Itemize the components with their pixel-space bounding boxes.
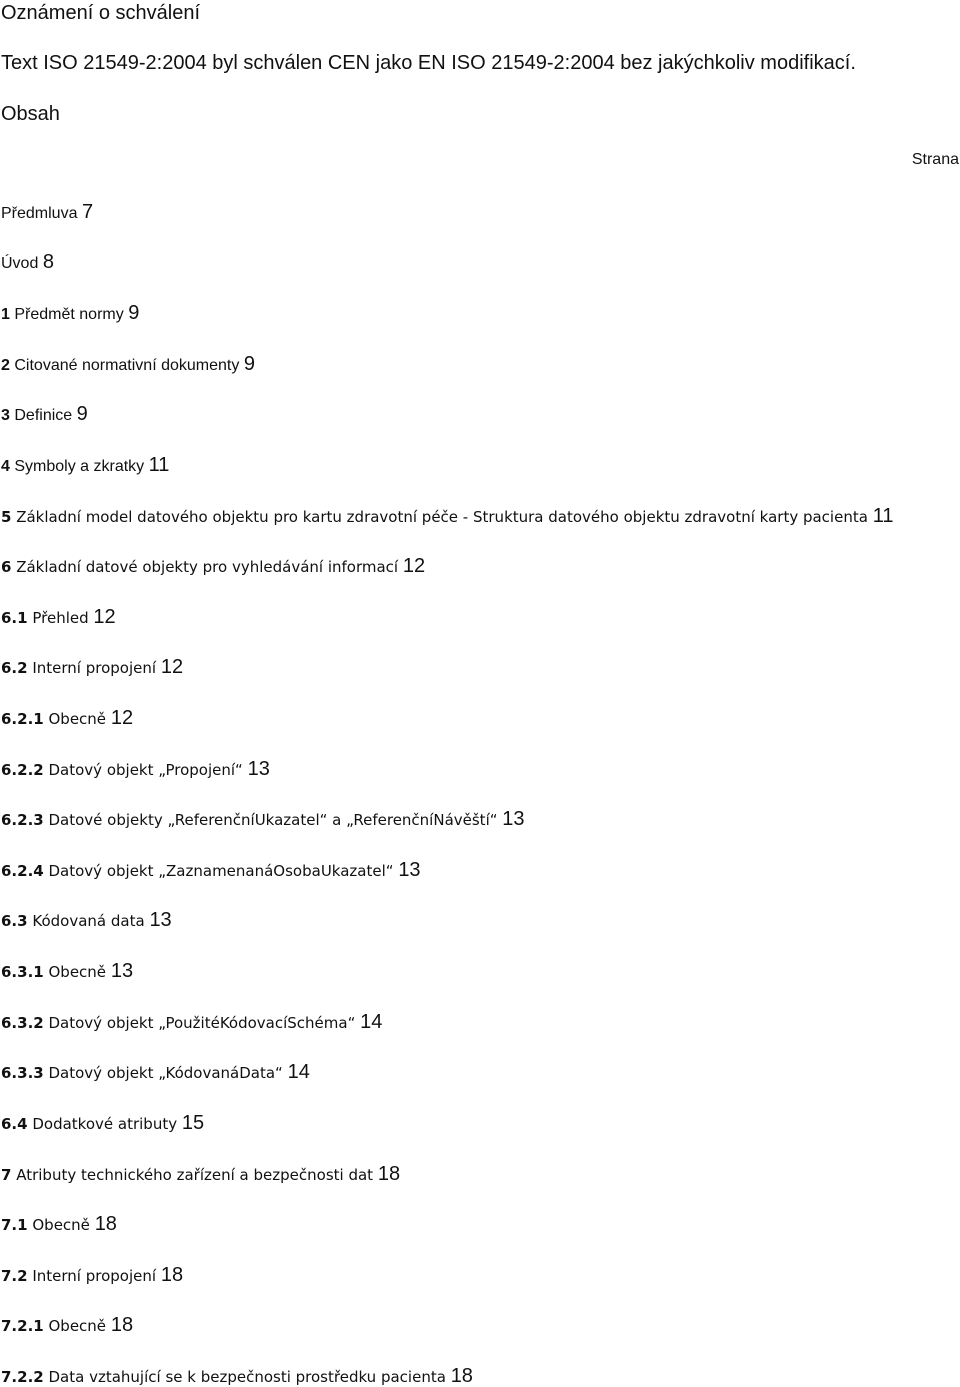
toc-entry-title: Atributy technického zařízení a bezpečnosti dat bbox=[16, 1166, 374, 1184]
toc-entry-page: 9 bbox=[76, 403, 88, 425]
toc-entry-6-3-1[interactable] bbox=[1, 961, 133, 981]
toc-entry-number: 7 bbox=[1, 1166, 12, 1184]
toc-entry-page: 13 bbox=[398, 859, 421, 881]
toc-entry-page: 7 bbox=[81, 201, 94, 223]
toc-entry-6-3-3[interactable] bbox=[1, 1062, 310, 1082]
toc-entry-page: 18 bbox=[94, 1213, 117, 1235]
toc-entry-number: 6.2 bbox=[1, 659, 28, 677]
toc-entry-title: Obecně bbox=[48, 963, 107, 981]
toc-entry-6-2-2[interactable] bbox=[1, 759, 270, 779]
toc-entry-page: 18 bbox=[450, 1365, 473, 1387]
approval-heading: Oznámení o schválení bbox=[1, 2, 200, 24]
toc-entry-number: 6.2.2 bbox=[1, 761, 44, 779]
toc-entry-uvod[interactable] bbox=[1, 252, 54, 272]
toc-entry-title: Datový objekt „Propojení“ bbox=[48, 761, 243, 779]
toc-entry-page: 12 bbox=[160, 656, 184, 678]
toc-entry-title: Data vztahující se k bezpečnosti prostředku pacienta bbox=[48, 1368, 446, 1386]
toc-entry-title: Základní model datového objektu pro kartu zdravotní péče - Struktura datového objektu zdravotní karty pacienta bbox=[16, 508, 868, 526]
toc-entry-6-3-2[interactable] bbox=[1, 1012, 382, 1032]
toc-entry-6-2-4[interactable] bbox=[1, 860, 421, 880]
toc-entry-7-2[interactable] bbox=[1, 1265, 183, 1285]
toc-entry-page: 13 bbox=[502, 808, 525, 830]
toc-entry-3[interactable] bbox=[1, 404, 88, 424]
toc-entry-title: Dodatkové atributy bbox=[32, 1115, 178, 1133]
toc-entry-page: 11 bbox=[148, 454, 170, 476]
toc-entry-number: 2 bbox=[1, 357, 10, 374]
toc-entry-page: 13 bbox=[149, 909, 172, 931]
toc-entry-page: 14 bbox=[360, 1011, 383, 1033]
toc-entry-page: 9 bbox=[128, 302, 140, 324]
toc-entry-number: 6.3.3 bbox=[1, 1064, 44, 1082]
toc-entry-number: 6.2.4 bbox=[1, 862, 44, 880]
toc-entry-number: 4 bbox=[1, 458, 10, 475]
toc-entry-number: 6.3.2 bbox=[1, 1014, 44, 1032]
toc-entry-1[interactable] bbox=[1, 303, 139, 323]
toc-entry-page: 11 bbox=[872, 505, 894, 527]
toc-entry-title: Datový objekt „PoužitéKódovacíSchéma“ bbox=[48, 1014, 356, 1032]
toc-entry-7[interactable] bbox=[1, 1164, 400, 1184]
toc-entry-title: Citované normativní dokumenty bbox=[14, 357, 240, 374]
toc-entry-title: Datový objekt „KódovanáData“ bbox=[48, 1064, 283, 1082]
toc-entry-page: 15 bbox=[181, 1112, 205, 1134]
toc-entry-title: Úvod bbox=[1, 255, 39, 272]
toc-entry-page: 12 bbox=[93, 606, 116, 628]
toc-entry-predmluva[interactable] bbox=[1, 202, 93, 222]
toc-entry-number: 1 bbox=[1, 306, 10, 323]
toc-entry-title: Předmět normy bbox=[14, 306, 124, 323]
toc-entry-7-2-1[interactable] bbox=[1, 1315, 133, 1335]
toc-entry-title: Základní datové objekty pro vyhledávání informací bbox=[16, 558, 399, 576]
toc-entry-title: Předmluva bbox=[1, 205, 78, 222]
toc-entry-title: Obecně bbox=[48, 1317, 107, 1335]
toc-entry-6-2-3[interactable] bbox=[1, 809, 525, 829]
toc-entry-page: 18 bbox=[160, 1264, 184, 1286]
toc-entry-title: Datový objekt „ZaznamenanáOsobaUkazatel“ bbox=[48, 862, 394, 880]
toc-entry-number: 6.2.1 bbox=[1, 710, 44, 728]
toc-entry-number: 6.1 bbox=[1, 609, 28, 627]
toc-entry-number: 6 bbox=[1, 558, 12, 576]
toc-entry-number: 6.3 bbox=[1, 912, 28, 930]
toc-entry-page: 18 bbox=[110, 1314, 134, 1336]
toc-entry-6[interactable] bbox=[1, 556, 425, 576]
toc-entry-number: 6.2.3 bbox=[1, 811, 44, 829]
toc-entry-page: 18 bbox=[377, 1163, 401, 1185]
toc-entry-title: Obecně bbox=[32, 1216, 90, 1234]
toc-entry-title: Kódovaná data bbox=[32, 912, 145, 930]
toc-entry-number: 7.1 bbox=[1, 1216, 28, 1234]
toc-entry-page: 12 bbox=[402, 555, 426, 577]
toc-entry-6-2[interactable] bbox=[1, 657, 183, 677]
toc-entry-5[interactable] bbox=[1, 506, 893, 526]
toc-entry-title: Definice bbox=[14, 407, 73, 424]
toc-entry-title: Datové objekty „ReferenčníUkazatel“ a „ReferenčníNávěští“ bbox=[48, 811, 498, 829]
toc-entry-2[interactable] bbox=[1, 354, 255, 374]
toc-entry-title: Přehled bbox=[32, 609, 89, 627]
toc-entry-title: Obecně bbox=[48, 710, 107, 728]
approval-text: Text ISO 21549-2:2004 byl schválen CEN jako EN ISO 21549-2:2004 bez jakýchkoliv modifikací. bbox=[1, 52, 856, 74]
toc-entry-number: 5 bbox=[1, 508, 12, 526]
toc-entry-title: Interní propojení bbox=[32, 659, 157, 677]
toc-entry-4[interactable] bbox=[1, 455, 169, 475]
toc-entry-6-4[interactable] bbox=[1, 1113, 204, 1133]
toc-entry-number: 6.3.1 bbox=[1, 963, 44, 981]
page-column-label: Strana bbox=[911, 151, 959, 168]
toc-entry-7-1[interactable] bbox=[1, 1214, 117, 1234]
toc-entry-6-3[interactable] bbox=[1, 910, 172, 930]
toc-entry-number: 7.2 bbox=[1, 1267, 28, 1285]
contents-title: Obsah bbox=[1, 103, 60, 125]
toc-entry-number: 7.2.1 bbox=[1, 1317, 44, 1335]
toc-entry-number: 6.4 bbox=[1, 1115, 28, 1133]
toc-entry-page: 13 bbox=[110, 960, 134, 982]
toc-entry-6-1[interactable] bbox=[1, 607, 116, 627]
toc-entry-6-2-1[interactable] bbox=[1, 708, 133, 728]
toc-entry-title: Symboly a zkratky bbox=[14, 458, 145, 475]
toc-entry-number: 7.2.2 bbox=[1, 1368, 44, 1386]
toc-entry-page: 12 bbox=[110, 707, 134, 729]
toc-entry-page: 8 bbox=[42, 251, 54, 273]
toc-entry-page: 9 bbox=[243, 353, 255, 375]
toc-entry-page: 13 bbox=[247, 758, 270, 780]
toc-entry-7-2-2[interactable] bbox=[1, 1366, 473, 1386]
toc-entry-number: 3 bbox=[1, 407, 10, 424]
toc-entry-title: Interní propojení bbox=[32, 1267, 157, 1285]
toc-entry-page: 14 bbox=[287, 1061, 310, 1083]
